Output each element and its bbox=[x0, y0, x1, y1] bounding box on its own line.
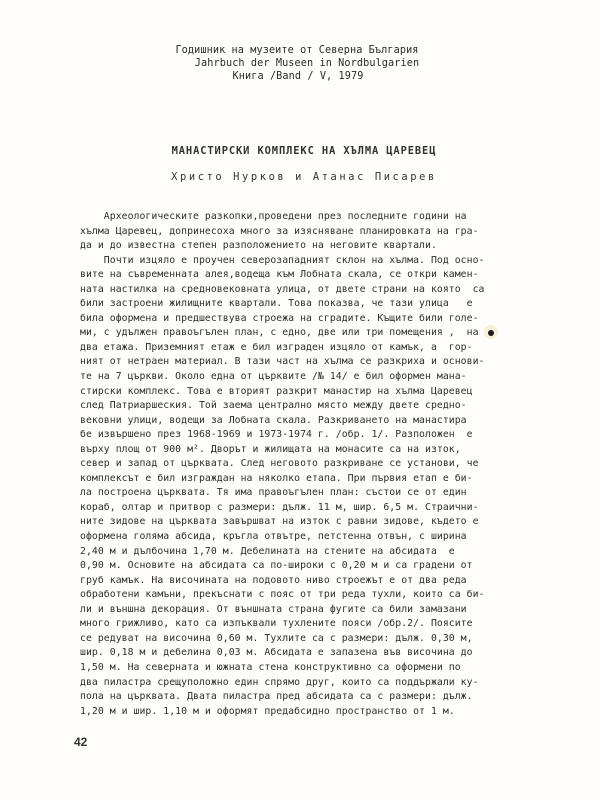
text-line: груб камък. На височината на подовото ниво строежът е от два реда bbox=[80, 574, 467, 586]
page-number: 42 bbox=[74, 735, 88, 749]
text-line: да и до известна степен разположението на неговите квартали. bbox=[80, 240, 437, 252]
article-authors: Христо Нурков и Атанас Писарев bbox=[171, 171, 437, 183]
journal-title-de: Jahrbuch der Museen in Nordbulgarien bbox=[194, 58, 420, 69]
text-line: оформена голяма абсида, кръгла отвътре, петстенна отвън, с ширина bbox=[80, 531, 467, 543]
text-line: обработени камъни, прекъснати с пояс от три реда тухли, които са би- bbox=[80, 589, 485, 601]
text-line: ната настилка на средновековната улица, от двете страни на която са bbox=[80, 283, 485, 295]
text-line: 1,20 м и шир. 1,10 м и оформят предабсидно пространство от 1 м. bbox=[80, 705, 455, 717]
text-line: Археологическите разкопки,проведени през последните години на bbox=[80, 211, 467, 222]
text-line: пола на църквата. Двата пиластра пред абсидата са с размери: дълж. bbox=[80, 691, 473, 703]
text-line: много грижливо, като са изпъквали тухлените пояси /обр.2/. Поясите bbox=[80, 618, 473, 630]
text-line: вите на съвременната алея,водеща към Лобната скала, се откри камен- bbox=[80, 269, 479, 281]
text-line: ла построена църквата. Тя има правоъгълен план: състои се от един bbox=[80, 487, 467, 499]
journal-header bbox=[0, 44, 600, 83]
text-line: шир. 0,18 м и дебелина 0,03 м. Абсидата е запазена във височина до bbox=[80, 647, 473, 659]
text-line: стирски комплекс. Това е вторият разкрит манастир на хълма Царевец bbox=[80, 385, 473, 397]
text-line: два етажа. Приземният етаж е бил изграден изцяло от камък, а гор- bbox=[80, 341, 473, 353]
text-line: хълма Царевец, допринесоха много за изясняване планировката на гра- bbox=[80, 225, 479, 237]
text-line: след Патриаршеския. Той заема централно място между двете средно- bbox=[80, 400, 467, 412]
text-line: ният от нетраен материал. В тази част на хълма се разкриха и основи- bbox=[80, 356, 485, 368]
article-title: МАНАСТИРСКИ КОМПЛЕКС НА ХЪЛМА ЦАРЕВЕЦ bbox=[171, 145, 437, 157]
ink-blot bbox=[488, 330, 494, 336]
text-line: ли и външна декорация. От външната страна фугите са били замазани bbox=[80, 603, 467, 615]
text-line: Почти изцяло е проучен северозападният склон на хълма. Под осно- bbox=[80, 254, 485, 266]
text-line: два пиластра срещуположно един спрямо друг, които са поддържали ку- bbox=[80, 676, 479, 688]
journal-volume: Книга /Band / V, 1979 bbox=[232, 71, 364, 82]
text-line: върху площ от 900 м². Дворът и жилищата на монасите са на изток, bbox=[80, 443, 461, 455]
text-line: ми, с удължен правоъгълен план, с едно, две или три помещения , на bbox=[80, 327, 479, 339]
text-line: били застроени жилищните квартали. Това показва, че тази улица е bbox=[80, 298, 473, 310]
text-line: бе извършено през 1968-1969 и 1973-1974 г. /обр. 1/. Разположен е bbox=[80, 429, 473, 441]
text-line: 1,50 м. На северната и южната стена конструктивно са оформени по bbox=[80, 661, 461, 673]
text-line: комплексът е бил изграждан на няколко етапа. При първия етап е би- bbox=[80, 472, 473, 484]
text-line: ните зидове на църквата завършват на изток с равни зидове, където е bbox=[80, 516, 479, 528]
text-line: 2,40 м и дълбочина 1,70 м. Дебелината на стените на абсидата е bbox=[80, 545, 455, 557]
text-line: била оформена и предшествува строежа на сградите. Къщите били голе- bbox=[80, 312, 479, 324]
article-body bbox=[80, 210, 550, 719]
text-line: кораб, олтар и притвор с размери: дълж. 11 м, шир. 6,5 м. Страични- bbox=[80, 501, 479, 513]
text-line: 0,90 м. Основите на абсидата са по-широки с 0,20 м и са градени от bbox=[80, 560, 473, 572]
text-line: вековни улици, водещи за Лобната скала. Разкриването на манастира bbox=[80, 414, 467, 426]
text-line: се редуват на височина 0,60 м. Тухлите са с размери: дълж. 0,30 м, bbox=[80, 632, 473, 644]
text-line: те на 7 църкви. Около една от църквите /№ 14/ е бил оформен мана- bbox=[80, 371, 467, 383]
journal-title-bg: Годишник на музеите от Северна България bbox=[175, 45, 419, 56]
text-line: север и запад от църквата. След неговото разкриване се установи, че bbox=[80, 458, 479, 470]
